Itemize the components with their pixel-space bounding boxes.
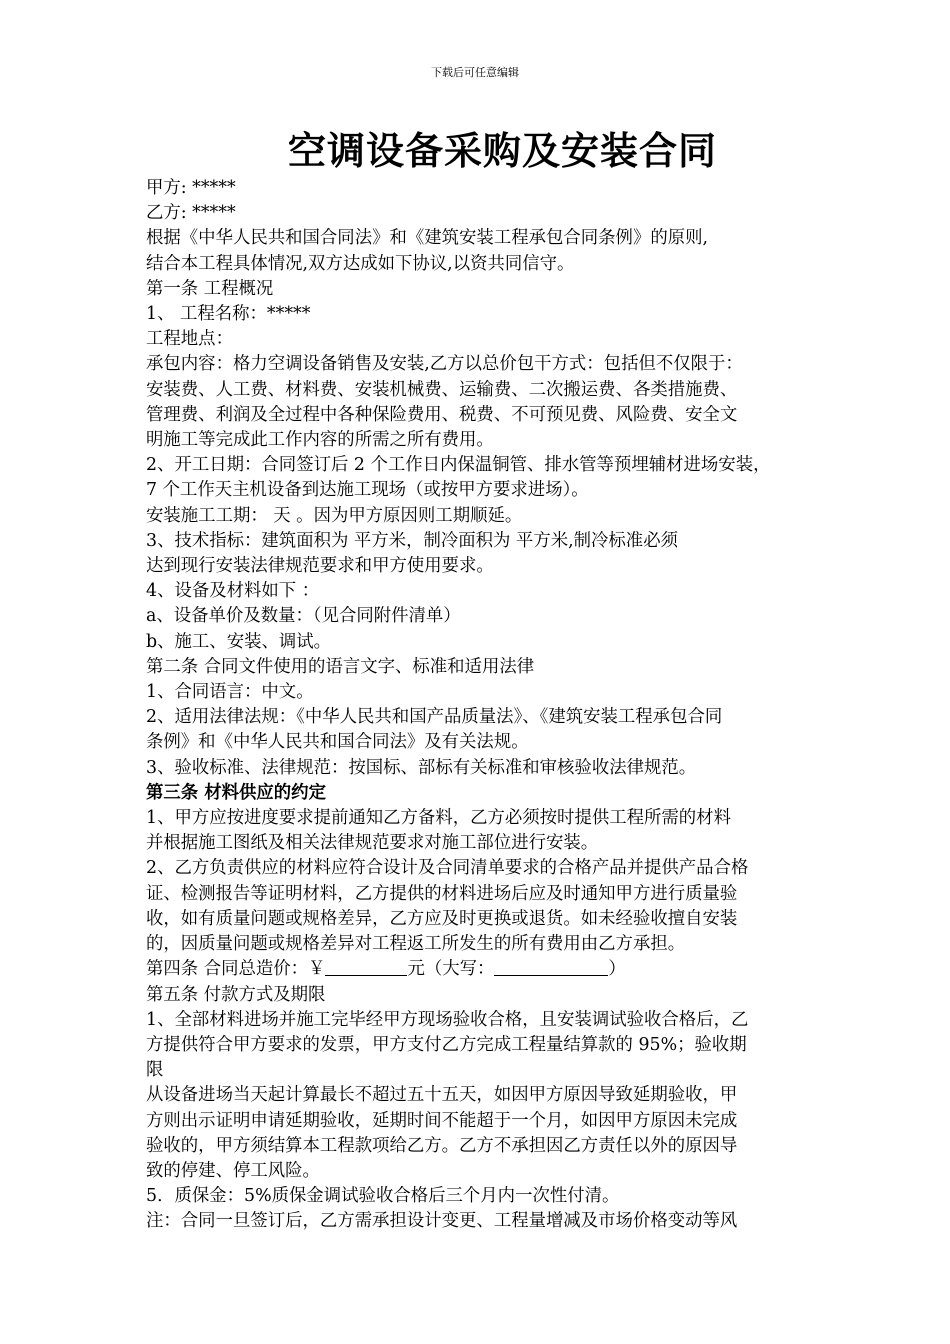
amount-caps-blank: [494, 957, 608, 976]
text-line: 方则出示证明申请延期验收，延期时间不能超于一个月，如因甲方原因未完成: [146, 1110, 738, 1131]
text-line: 注：合同一旦签订后，乙方需承担设计变更、工程量增减及市场价格变动等风: [146, 1211, 738, 1232]
caps-close: ）: [608, 959, 626, 980]
currency-unit: 元: [407, 959, 425, 980]
contract-title: 空调设备采购及安装合同: [287, 128, 717, 173]
text-line: 条例》和《中华人民共和国合同法》及有关法规。: [146, 732, 529, 753]
text-line: 管理费、利润及全过程中各种保险费用、税费、不可预见费、风险费、安全文: [146, 404, 738, 425]
article-1-body: [146, 302, 876, 655]
text-line: a、设备单价及数量：（见合同附件清单）: [146, 606, 461, 627]
article-3-body: [146, 806, 876, 957]
text-line: 结合本工程具体情况,双方达成如下协议,以资共同信守。: [146, 253, 575, 274]
text-line: 4、设备及材料如下 ：: [146, 581, 320, 602]
text-line: 3、技术指标：建筑面积为 平方米，制冷面积为 平方米,制冷标准必须: [146, 530, 678, 551]
article-2-heading: 第二条 合同文件使用的语言文字、标准和适用法律: [146, 656, 535, 677]
article-5-body: [146, 1008, 876, 1235]
text-line: 致的停建、停工风险。: [146, 1160, 320, 1181]
text-line: 限: [146, 1060, 164, 1081]
text-line: 的，因质量问题或规格差异对工程返工所发生的所有费用由乙方承担。: [146, 934, 686, 955]
article-4-total-price: [146, 957, 876, 982]
article-4-prefix: 第四条 合同总造价：￥: [146, 959, 326, 980]
party-a: 甲方: *****: [146, 178, 236, 198]
text-line: 1、 工程名称：*****: [146, 304, 311, 325]
preamble: [146, 226, 876, 276]
text-line: 安装费、人工费、材料费、安装机械费、运输费、二次搬运费、各类措施费、: [146, 379, 738, 400]
text-line: 达到现行安装法律规范要求和甲方使用要求。: [146, 556, 494, 577]
party-b: 乙方: *****: [146, 203, 236, 224]
text-line: 并根据施工图纸及相关法律规范要求对施工部位进行安装。: [146, 833, 599, 854]
page-header-note: 下载后可任意编辑: [431, 66, 519, 79]
text-line: 明施工等完成此工作内容的所需之所有费用。: [146, 430, 494, 451]
text-line: 证、检测报告等证明材料，乙方提供的材料进场后应及时通知甲方进行质量验: [146, 883, 738, 904]
text-line: 5．质保金：5%质保金调试验收合格后三个月内一次性付清。: [146, 1186, 620, 1207]
text-line: 根据《中华人民共和国合同法》和《建筑安装工程承包合同条例》的原则,: [146, 228, 709, 249]
text-line: 收，如有质量问题或规格差异，乙方应及时更换或退货。如未经验收擅自安装: [146, 908, 738, 929]
text-line: 验收的，甲方须结算本工程款项给乙方。乙方不承担因乙方责任以外的原因导: [146, 1135, 738, 1156]
text-line: 方提供符合甲方要求的发票，甲方支付乙方完成工程量结算款的 95%；验收期: [146, 1034, 747, 1055]
text-line: 1、甲方应按进度要求提前通知乙方备料，乙方必须按时提供工程所需的材料: [146, 808, 731, 829]
text-line: 承包内容：格力空调设备销售及安装,乙方以总价包干方式：包括但不仅限于：: [146, 354, 743, 375]
text-line: 2、乙方负责供应的材料应符合设计及合同清单要求的合格产品并提供产品合格: [146, 858, 749, 879]
article-5-heading: 第五条 付款方式及期限: [146, 984, 326, 1005]
text-line: 7 个工作天主机设备到达施工现场（或按甲方要求进场）。: [146, 480, 589, 501]
text-line: 从设备进场当天起计算最长不超过五十五天，如因甲方原因导致延期验收，甲: [146, 1085, 738, 1106]
article-2-body: [146, 680, 876, 781]
text-line: 安装施工工期： 天 。因为甲方原因则工期顺延。: [146, 505, 523, 526]
amount-blank: [325, 957, 407, 976]
contract-body: [146, 176, 876, 1235]
text-line: b、施工、安装、调试。: [146, 631, 332, 652]
text-line: 1、合同语言：中文。: [146, 682, 314, 703]
article-1-heading: 第一条 工程概况: [146, 278, 274, 299]
text-line: 2、适用法律法规：《中华人民共和国产品质量法》、《建筑安装工程承包合同: [146, 707, 723, 728]
caps-open: （大写：: [424, 959, 495, 980]
text-line: 2、开工日期：合同签订后 2 个工作日内保温铜管、排水管等预埋辅材进场安装，: [146, 455, 771, 476]
text-line: 1、全部材料进场并施工完毕经甲方现场验收合格，且安装调试验收合格后，乙: [146, 1009, 749, 1030]
article-3-heading: 第三条 材料供应的约定: [146, 782, 326, 803]
text-line: 工程地点：: [146, 329, 233, 350]
text-line: 3、验收标准、法律规范：按国标、部标有关标准和审核验收法律规范。: [146, 757, 697, 778]
